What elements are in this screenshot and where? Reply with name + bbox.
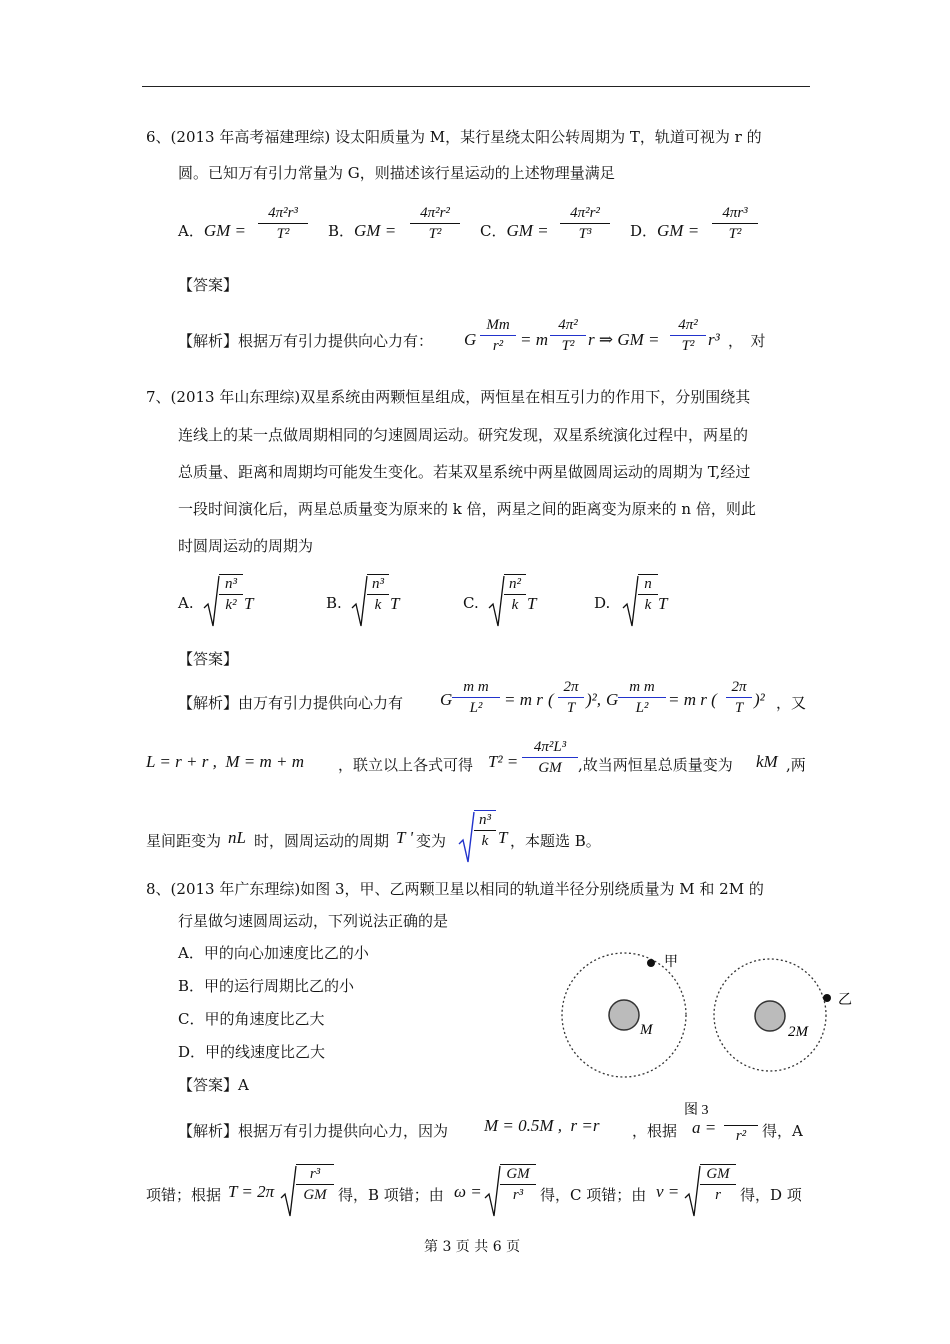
q7-eq4-frac: 4π²L³ GM (522, 738, 578, 777)
q7-line4: 一段时间演化后，两星总质量变为原来的 k 倍，两星之间的距离变为原来的 n 倍，则此 (178, 500, 756, 518)
q8-line2: 行星做匀速圆周运动，下列说法正确的是 (178, 912, 449, 930)
q6-formula-frac3: 4π² T² (670, 316, 706, 355)
q7-eq1-frac: m m L² (452, 678, 500, 717)
q6-formula-implies: r ⇒ GM = (588, 330, 660, 349)
satellite-jia (647, 959, 655, 967)
q6-analysis-prefix: 【解析】根据万有引力提供向心力有： (178, 332, 434, 350)
q7-eq2-close: )² (754, 690, 765, 709)
q6-analysis-suffix: ， 对 (728, 332, 766, 350)
q8-eq-a-frac: r² (724, 1106, 758, 1145)
q7-analysis1-prefix: 【解析】由万有引力提供向心力有 (178, 694, 404, 712)
q6-option-c: C．GM = (480, 221, 549, 240)
q6-formula-eq1: = m (520, 330, 548, 349)
planet-left (609, 1000, 639, 1030)
q7-line5: 时圆周运动的周期为 (178, 537, 314, 555)
satellite-jia-label: 甲 (664, 955, 678, 970)
q6-option-c-fraction: 4π²r² T³ (560, 204, 610, 243)
q7-option-b-t: T (390, 594, 400, 613)
q7-eq3: L = r + r , M = m + m (146, 752, 304, 771)
q8-eq-mass: M = 0.5M , r =r (484, 1116, 600, 1135)
q7-nL: nL (228, 828, 246, 847)
q8-option-d: D．甲的线速度比乙大 (178, 1043, 326, 1061)
q7-eq2-frac2: 2π T (726, 678, 752, 717)
planet-right (755, 1001, 785, 1031)
satellite-yi-label: 乙 (838, 993, 852, 1008)
q7-option-a-label: A. (178, 594, 194, 612)
q7-eq2-g: G (606, 690, 619, 709)
q6-option-d: D．GM = (630, 221, 700, 240)
q8-eq-a: a = (692, 1118, 717, 1137)
q8-analysis2-a: 项错；根据 (146, 1186, 222, 1204)
q7-option-c-t: T (527, 594, 537, 613)
q8-answer: 【答案】A (178, 1076, 249, 1094)
q6-formula-frac1: Mm r² (480, 316, 516, 355)
q7-option-d-t: T (658, 594, 668, 613)
q7-answer: 【答案】 (178, 650, 239, 668)
satellite-yi (823, 994, 831, 1002)
q8-analysis1-end: 得，A (762, 1122, 803, 1140)
q7-analysis2-end: ,两 (786, 756, 806, 774)
q8-option-c: C．甲的角速度比乙大 (178, 1010, 325, 1028)
header-rule (142, 86, 810, 87)
planet-right-label: 2M (788, 1024, 808, 1040)
q8-eq-omega-frac: GM r³ (500, 1164, 536, 1204)
q8-analysis2-c: 得，C 项错；由 (540, 1186, 647, 1204)
q7-option-b-fraction: n³ k (367, 574, 389, 614)
q8-eq-t: T = 2π (228, 1182, 275, 1201)
q7-option-c-fraction: n² k (504, 574, 526, 614)
q7-analysis3-b: 时，圆周运动的周期 (254, 832, 390, 850)
q8-eq-omega: ω = (454, 1182, 482, 1201)
q7-analysis1-tail: ，又 (776, 694, 807, 712)
q8-eq-t-frac: r³ GM (296, 1164, 334, 1204)
q6-answer: 【答案】 (178, 276, 239, 294)
q6-option-a-fraction: 4π²r³ T² (258, 204, 308, 243)
q7-eq4-lhs: T² = (488, 752, 519, 771)
q7-line1: 7、(2013 年山东理综)双星系统由两颗恒星组成，两恒星在相互引力的作用下，分别围绕其 (146, 388, 751, 406)
q7-eq2-frac: m m L² (618, 678, 666, 717)
q6-option-d-fraction: 4πr³ T² (712, 204, 758, 243)
q7-analysis3-d: ，本题选 B。 (510, 832, 601, 850)
q7-analysis3-a: 星间距变为 (146, 832, 222, 850)
q7-line3: 总质量、距离和周期均可能发生变化。若某双星系统中两星做圆周运动的周期为 T,经过 (178, 463, 751, 481)
q7-eq1-paren: ( (548, 690, 554, 709)
q6-option-a: A．GM = (178, 221, 247, 240)
q7-option-d-label: D. (594, 594, 611, 612)
q7-option-a-fraction: n³ k² (219, 574, 243, 614)
figure-caption: 图 3 (684, 1103, 709, 1118)
q8-eq-v-frac: GM r (700, 1164, 736, 1204)
q6-option-b-fraction: 4π²r² T² (410, 204, 460, 243)
q7-result-frac: n³ k (474, 810, 496, 850)
q7-eq1-rhs: = m r (504, 690, 543, 709)
q8-analysis1-mid: ，根据 (632, 1122, 678, 1140)
q7-option-c-label: C. (463, 594, 479, 612)
q7-option-b-label: B. (326, 594, 342, 612)
q7-line2: 连线上的某一点做周期相同的匀速圆周运动。研究发现，双星系统演化过程中，两星的 (178, 426, 749, 444)
q6-formula-frac2: 4π² T² (550, 316, 586, 355)
q7-option-d-fraction: n k (638, 574, 658, 614)
q6-line1: 6、(2013 年高考福建理综) 设太阳质量为 M，某行星绕太阳公转周期为 T，轨道可视为 r 的 (146, 128, 762, 146)
q7-analysis3-c: 变为 (416, 832, 447, 850)
q8-option-b: B．甲的运行周期比乙的小 (178, 977, 355, 995)
q7-analysis2-tail: ,故当两恒星总质量变为 (578, 756, 733, 774)
q8-figure (556, 944, 856, 1124)
q8-line1: 8、(2013 年广东理综)如图 3，甲、乙两颗卫星以相同的轨道半径分别绕质量为 M 和 2M 的 (146, 880, 764, 898)
q7-kM: kM (756, 752, 778, 771)
q7-result-t: T (498, 828, 508, 847)
q8-analysis1-prefix: 【解析】根据万有引力提供向心力，因为 (178, 1122, 449, 1140)
q7-option-a-t: T (244, 594, 254, 613)
q7-eq2-rhs: = m r ( (668, 690, 717, 709)
q6-formula-r3: r³ (708, 330, 720, 349)
q7-tprime: T ' (396, 828, 414, 847)
q6-formula-g: G (464, 330, 477, 349)
q7-eq1-frac2: 2π T (558, 678, 584, 717)
q7-eq1-close: )², (586, 690, 602, 709)
page-footer: 第 3 页 共 6 页 (424, 1239, 521, 1255)
q6-option-b: B．GM = (328, 221, 397, 240)
q8-option-a: A．甲的向心加速度比乙的小 (178, 944, 369, 962)
q7-analysis2-mid: ，联立以上各式可得 (338, 756, 474, 774)
q8-eq-v: v = (656, 1182, 680, 1201)
q8-analysis2-b: 得，B 项错；由 (338, 1186, 444, 1204)
planet-left-label: M (640, 1022, 653, 1038)
q7-eq1-g: G (440, 690, 453, 709)
q8-analysis2-d: 得，D 项 (740, 1186, 802, 1204)
q6-line2: 圆。已知万有引力常量为 G，则描述该行星运动的上述物理量满足 (178, 164, 615, 182)
